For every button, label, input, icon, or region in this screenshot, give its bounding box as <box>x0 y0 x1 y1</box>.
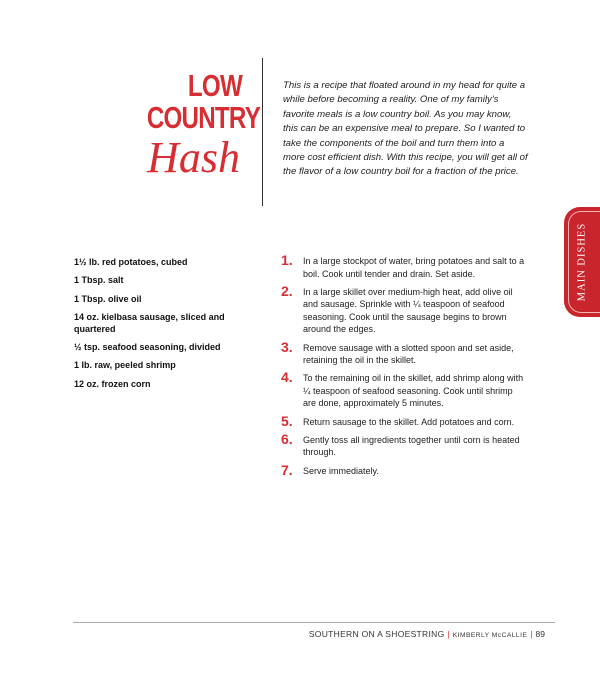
ingredient-item: ½ tsp. seafood seasoning, divided <box>74 342 221 353</box>
step-number: 5. <box>281 412 293 429</box>
ingredient-item: 14 oz. kielbasa sausage, sliced and quartered <box>74 311 225 334</box>
step-text: To the remaining oil in the skillet, add shrimp along with ¼ teaspoon of seafood seasoning. Cook until shrimp are done, approximately 5 minutes. <box>303 373 524 409</box>
footer-divider <box>73 622 555 623</box>
ingredient-list <box>74 256 249 396</box>
instruction-step <box>281 461 525 478</box>
step-number: 1. <box>281 252 293 268</box>
ingredient-item: 1 lb. raw, peeled shrimp <box>74 360 176 371</box>
ingredient-item: 12 oz. frozen corn <box>74 378 151 389</box>
title-script: Hash <box>147 133 240 182</box>
recipe-title <box>120 68 261 182</box>
section-tab-label: MAIN DISHES <box>576 222 588 302</box>
intro-paragraph: This is a recipe that floated around in my head for quite a while before becoming a reality. One of my family's favorite meals is a low country boil. As you may know, this can be an expensive meal to prepare. So I wanted to take the components of the boil and turn them into a more cost efficient dish. With this recipe, you will get all of the flavor of a low country boil for a fraction of the price. <box>283 80 528 178</box>
title-line-1: LOW <box>187 68 242 103</box>
page-footer <box>305 629 545 639</box>
instruction-list <box>281 252 525 483</box>
title-divider <box>262 58 263 206</box>
step-text: In a large stockpot of water, bring potatoes and salt to a boil. Cook until tender and drain. Set aside. <box>303 256 525 279</box>
step-text: Return sausage to the skillet. Add potatoes and corn. <box>303 416 515 427</box>
footer-separator: | <box>530 629 533 639</box>
instruction-step <box>281 282 525 336</box>
footer-page-number: 89 <box>535 629 545 639</box>
instruction-step <box>281 430 525 459</box>
step-number: 3. <box>281 338 293 355</box>
step-number: 6. <box>281 430 293 447</box>
instruction-step <box>281 412 525 429</box>
step-text: Remove sausage with a slotted spoon and set aside, retaining the oil in the skillet. <box>303 342 514 366</box>
step-text: Gently toss all ingredients together until corn is heated through. <box>303 434 520 458</box>
ingredient-item: 1 Tbsp. salt <box>74 275 124 286</box>
ingredient-item: 1 Tbsp. olive oil <box>74 293 142 304</box>
footer-author: KIMBERLY McCALLIE <box>452 632 528 639</box>
instruction-step <box>281 252 525 280</box>
step-number: 2. <box>281 282 293 299</box>
step-number: 4. <box>281 369 293 386</box>
step-number: 7. <box>281 461 293 478</box>
section-tab <box>564 207 600 317</box>
instruction-step <box>281 338 525 367</box>
footer-book-title: SOUTHERN ON A SHOESTRING <box>308 629 445 639</box>
footer-separator: | <box>447 629 450 639</box>
instruction-step <box>281 369 525 410</box>
step-text: In a large skillet over medium-high heat, add olive oil and sausage. Sprinkle with ¼ teaspoon of seafood seasoning. Cook until the sausage begins to brown around the edges. <box>303 286 513 335</box>
step-text: Serve immediately. <box>303 465 379 476</box>
title-line-2: COUNTRY <box>146 100 261 135</box>
ingredient-item: 1½ lb. red potatoes, cubed <box>74 257 188 267</box>
